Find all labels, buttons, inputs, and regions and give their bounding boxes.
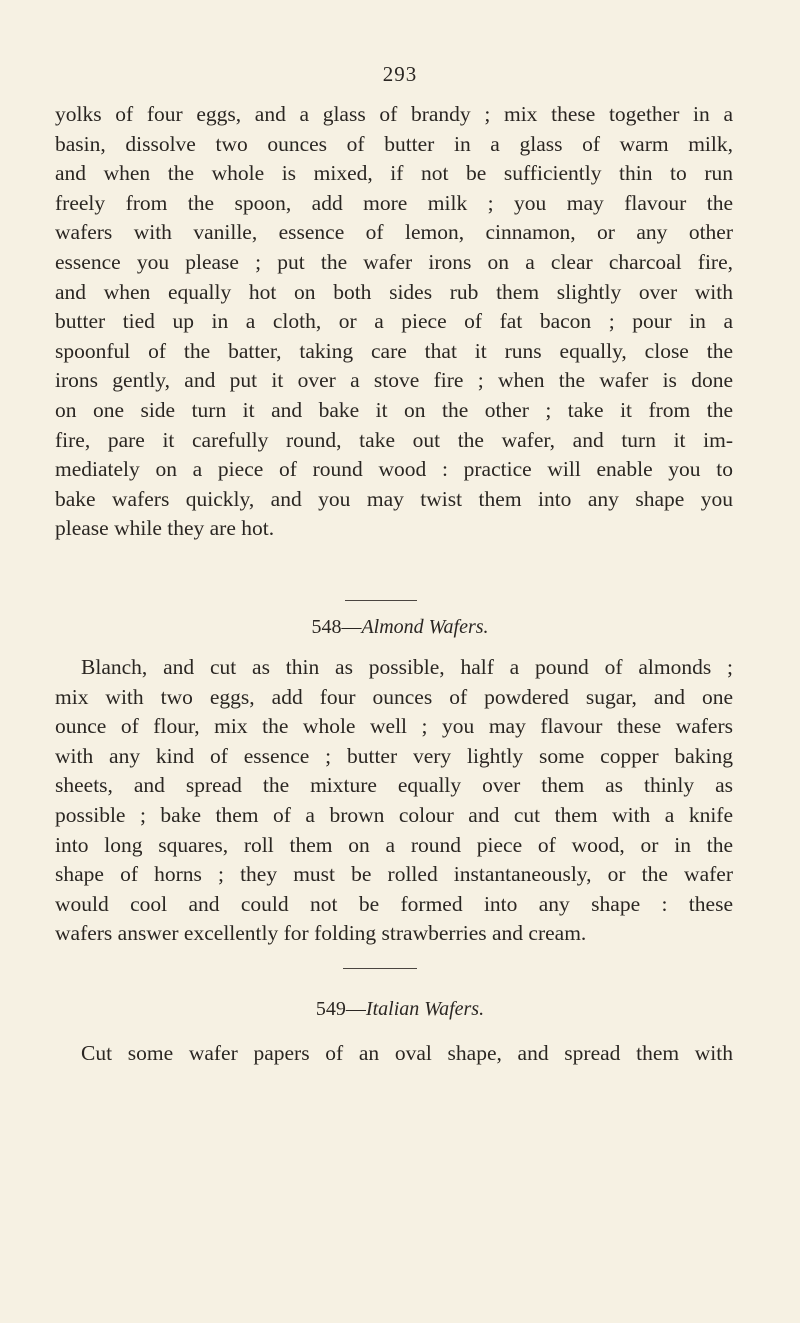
text-line: shape of horns ; they must be rolled instantaneously, or the wafer [55,862,733,887]
text-line: please while they are hot. [55,516,275,541]
text-line: irons gently, and put it over a stove fire ; when the wafer is done [55,368,733,393]
text-line: possible ; bake them of a brown colour and cut them with a knife [55,802,733,827]
section-divider [343,968,417,969]
text-line: fire, pare it carefully round, take out the wafer, and turn it im- [55,427,733,452]
recipe-title: Almond Wafers. [361,616,489,638]
recipe-heading-549 [0,998,800,1021]
text-line: yolks of four eggs, and a glass of brandy ; mix these together in a [55,102,733,126]
text-line: Blanch, and cut as thin as possible, half a pound of almonds ; [81,655,733,679]
recipe-heading-548 [0,616,800,639]
text-line: mix with two eggs, add four ounces of powdered sugar, and one [55,684,733,709]
text-line: wafers answer excellently for folding strawberries and cream. [55,921,587,946]
text-line: sheets, and spread the mixture equally over them as thinly as [55,773,733,798]
recipe-title: Italian Wafers. [365,998,485,1020]
paragraph-almond-wafers [55,653,733,949]
paragraph-italian-wafers [55,1039,733,1069]
text-line: freely from the spoon, add more milk ; you may flavour the [55,190,733,215]
text-line: into long squares, roll them on a round piece of wood, or in the [55,832,733,857]
text-line: mediately on a piece of round wood : practice will enable you to [55,457,733,482]
text-line: on one side turn it and bake it on the other ; take it from the [55,397,733,422]
text-line: Cut some wafer papers of an oval shape, and spread them with [81,1041,733,1065]
text-line: bake wafers quickly, and you may twist them into any shape you [55,486,733,511]
text-line: essence you please ; put the wafer irons on a clear charcoal fire, [55,249,733,274]
text-line: butter tied up in a cloth, or a piece of fat bacon ; pour in a [55,309,733,334]
text-line: would cool and could not be formed into any shape : these [55,891,733,916]
text-line: and when the whole is mixed, if not be sufficiently thin to run [55,161,733,186]
text-line: ounce of flour, mix the whole well ; you may flavour these wafers [55,714,733,739]
paragraph-wafers-method [55,100,733,544]
recipe-number: 549— [315,998,366,1020]
recipe-number: 548— [311,616,362,638]
page-number: 293 [382,62,418,86]
section-divider [345,600,417,601]
text-line: spoonful of the batter, taking care that it runs equally, close the [55,338,733,363]
text-line: with any kind of essence ; butter very lightly some copper baking [55,743,733,768]
text-line: and when equally hot on both sides rub them slightly over with [55,279,733,304]
text-line: wafers with vanille, essence of lemon, cinnamon, or any other [55,220,733,245]
text-line: basin, dissolve two ounces of butter in a glass of warm milk, [55,131,733,156]
